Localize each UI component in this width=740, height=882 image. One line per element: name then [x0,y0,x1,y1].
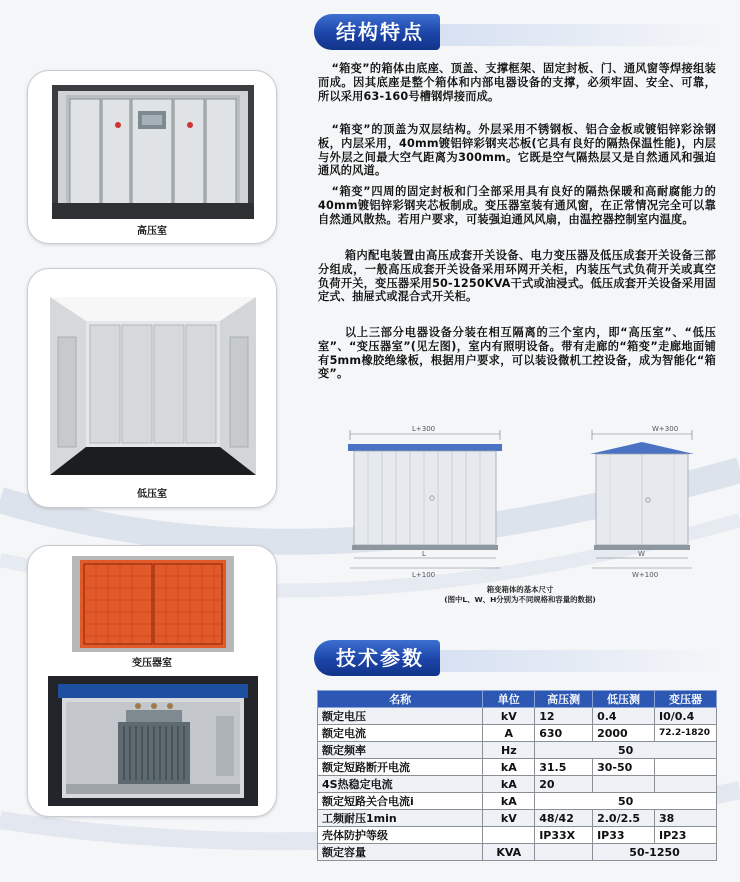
row-name: 额定容量 [318,844,483,861]
side-bottom-dimension-2: W+100 [632,571,659,579]
transformer-enclosure-photo [72,556,234,652]
header-name: 名称 [318,691,483,708]
row-lv: 2000 [593,725,655,742]
table-row [318,759,717,776]
heading-tail-structure [430,24,720,46]
transformer-room-photo [48,676,258,806]
row-lv: 0.4 [593,708,655,725]
row-unit: A [483,725,535,742]
row-unit: Hz [483,742,535,759]
table-row [318,827,717,844]
table-header-row [318,691,717,708]
high-voltage-room-photo [52,85,254,219]
high-voltage-caption: 高压室 [137,226,167,237]
photo-card-transformer [27,545,277,817]
diagram-caption [350,585,690,605]
row-hv [535,844,593,861]
side-view [590,425,694,579]
row-hv: 12 [535,708,593,725]
row-unit: KVA [483,844,535,861]
table-row [318,793,717,810]
row-hv: IP33X [535,827,593,844]
header-hv: 高压测 [535,691,593,708]
diagram-caption-line2: (图中L、W、H分别为不同规格和容量的数据) [444,595,596,604]
low-voltage-room-photo [50,297,256,475]
low-voltage-caption: 低压室 [137,489,167,500]
transformer-caption: 变压器室 [132,658,172,669]
row-hv: 630 [535,725,593,742]
row-lv: 2.0/2.5 [593,810,655,827]
row-span-value: 50 [535,793,717,810]
paragraph-equipment: 箱内配电装置由高压成套开关设备、电力变压器及低压成套开关设备三部分组成，一般高压成套开关设备采用环网开关柜，内装压气式负荷开关或真空负荷开关，变压器采用50-1250KVA干式或油浸式。低压成套开关设备采用固定式、抽屉式或混合式开关柜。 [318,249,716,304]
row-lv: 30-50 [593,759,655,776]
photo-card-low-voltage [27,268,277,508]
diagram-caption-line1: 箱变箱体的基本尺寸 [486,585,554,594]
row-hv: 48/42 [535,810,593,827]
table-row [318,776,717,793]
side-bottom-dimension: W [638,550,645,558]
table-row [318,708,717,725]
paragraph-frame: “箱变”的箱体由底座、顶盖、支撑框架、固定封板、门、通风窗等焊接组装而成。因其底座是整个箱体和内部电器设备的支撑，必须牢固、安全、可靠，所以采用63-160号槽钢焊接而成。 [318,62,716,103]
section-heading-structure: 结构特点 [314,14,440,50]
row-lv [593,776,655,793]
row-transformer: IP23 [655,827,717,844]
paragraph-panels: “箱变”四周的固定封板和门全部采用具有良好的隔热保暖和高耐腐能力的40mm镀铝锌彩钢夹芯板制成。变压器室装有通风窗，在正常情况完全可以靠自然通风散热。若用户要求，可装强迫通风风扇，由温控器控制室内温度。 [318,185,716,226]
table-row [318,742,717,759]
row-name: 4S热稳定电流 [318,776,483,793]
row-span-value: 50 [535,742,717,759]
row-transformer: 72.2-1820 [655,725,717,742]
row-name: 额定电流 [318,725,483,742]
front-bottom-dimension: L [422,550,426,558]
front-bottom-dimension-2: L+100 [412,571,436,579]
row-name: 额定频率 [318,742,483,759]
front-top-dimension: L+300 [412,425,436,433]
front-view [348,425,502,579]
paragraph-roof: “箱变”的顶盖为双层结构。外层采用不锈钢板、铝合金板或镀铝锌彩涂钢板，内层采用，40mm镀铝锌彩钢夹芯板(它具有良好的隔热保温性能)，内层与外层之间最大空气距离为300mm。它既是空气隔热层又是自然通风和强迫通风的风道。 [318,123,716,178]
row-unit: kA [483,793,535,810]
paragraph-compartments: 以上三部分电器设备分装在相互隔离的三个室内，即“高压室”、“低压室”、“变压器室”(见左图)，室内有照明设备。带有走廊的“箱变”走廊地面铺有5mm橡胶绝缘板，根据用户要求，可以装设微机工控设备，成为智能化“箱变”。 [318,326,716,381]
row-unit: kV [483,810,535,827]
enclosure-dimension-diagram [340,420,710,580]
row-unit: kV [483,708,535,725]
row-name: 额定电压 [318,708,483,725]
header-lv: 低压测 [593,691,655,708]
heading-tail-tech [430,650,720,672]
row-span-value: 50-1250 [593,844,717,861]
row-transformer [655,759,717,776]
section-heading-tech: 技术参数 [314,640,440,676]
row-transformer: 38 [655,810,717,827]
row-unit [483,827,535,844]
row-name: 额定短路关合电流i [318,793,483,810]
table-row [318,844,717,861]
side-top-dimension: W+300 [652,425,679,433]
row-unit: kA [483,759,535,776]
table-row [318,725,717,742]
row-lv: IP33 [593,827,655,844]
row-transformer [655,776,717,793]
table-row [318,810,717,827]
header-unit: 单位 [483,691,535,708]
row-name: 壳体防护等级 [318,827,483,844]
header-transformer: 变压器 [655,691,717,708]
row-name: 工频耐压1min [318,810,483,827]
photo-card-high-voltage [27,70,277,244]
row-transformer: I0/0.4 [655,708,717,725]
row-hv: 20 [535,776,593,793]
technical-parameters-table [317,690,717,861]
row-unit: kA [483,776,535,793]
row-hv: 31.5 [535,759,593,776]
row-name: 额定短路断开电流 [318,759,483,776]
